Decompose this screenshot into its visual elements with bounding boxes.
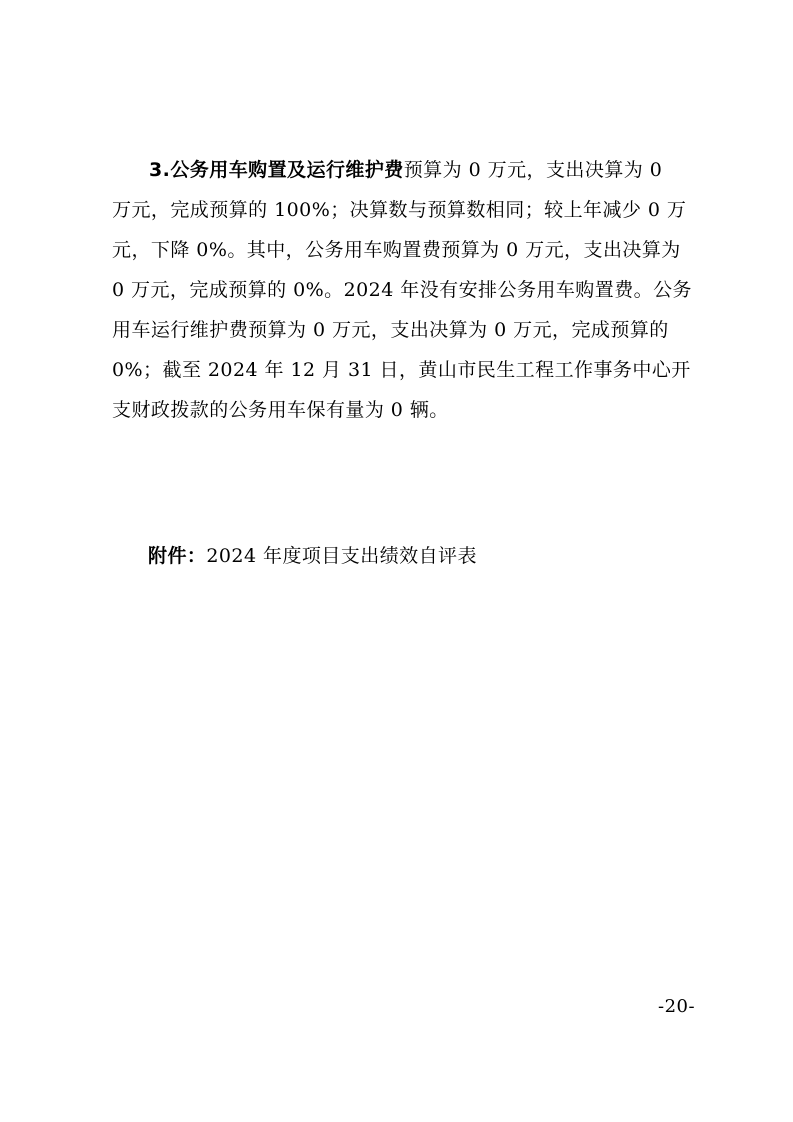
paragraph-line-3: 元，下降 0%。其中，公务用车购置费预算为 0 万元，支出决算为 [112, 239, 681, 261]
paragraph-line-7: 支财政拨款的公务用车保有量为 0 辆。 [112, 399, 449, 421]
attachment-reference [148, 536, 708, 576]
paragraph-line-2: 万元，完成预算的 100%；决算数与预算数相同；较上年减少 0 万 [112, 199, 687, 221]
attachment-label: 附件： [148, 545, 207, 567]
section-heading: 3.公务用车购置及运行维护费 [149, 159, 404, 181]
paragraph-line-1 [112, 150, 736, 190]
attachment-title: 2024 年度项目支出绩效自评表 [206, 545, 477, 567]
page-number: -20- [658, 996, 696, 1017]
paragraph-text: 预算为 0 万元，支出决算为 0 [403, 159, 663, 181]
paragraph-line-5: 用车运行维护费预算为 0 万元，支出决算为 0 万元，完成预算的 [112, 319, 669, 341]
paragraph-line-6: 0%；截至 2024 年 12 月 31 日，黄山市民生工程工作事务中心开 [112, 359, 691, 381]
paragraph-line-4: 0 万元，完成预算的 0%。2024 年没有安排公务用车购置费。公务 [112, 279, 693, 301]
